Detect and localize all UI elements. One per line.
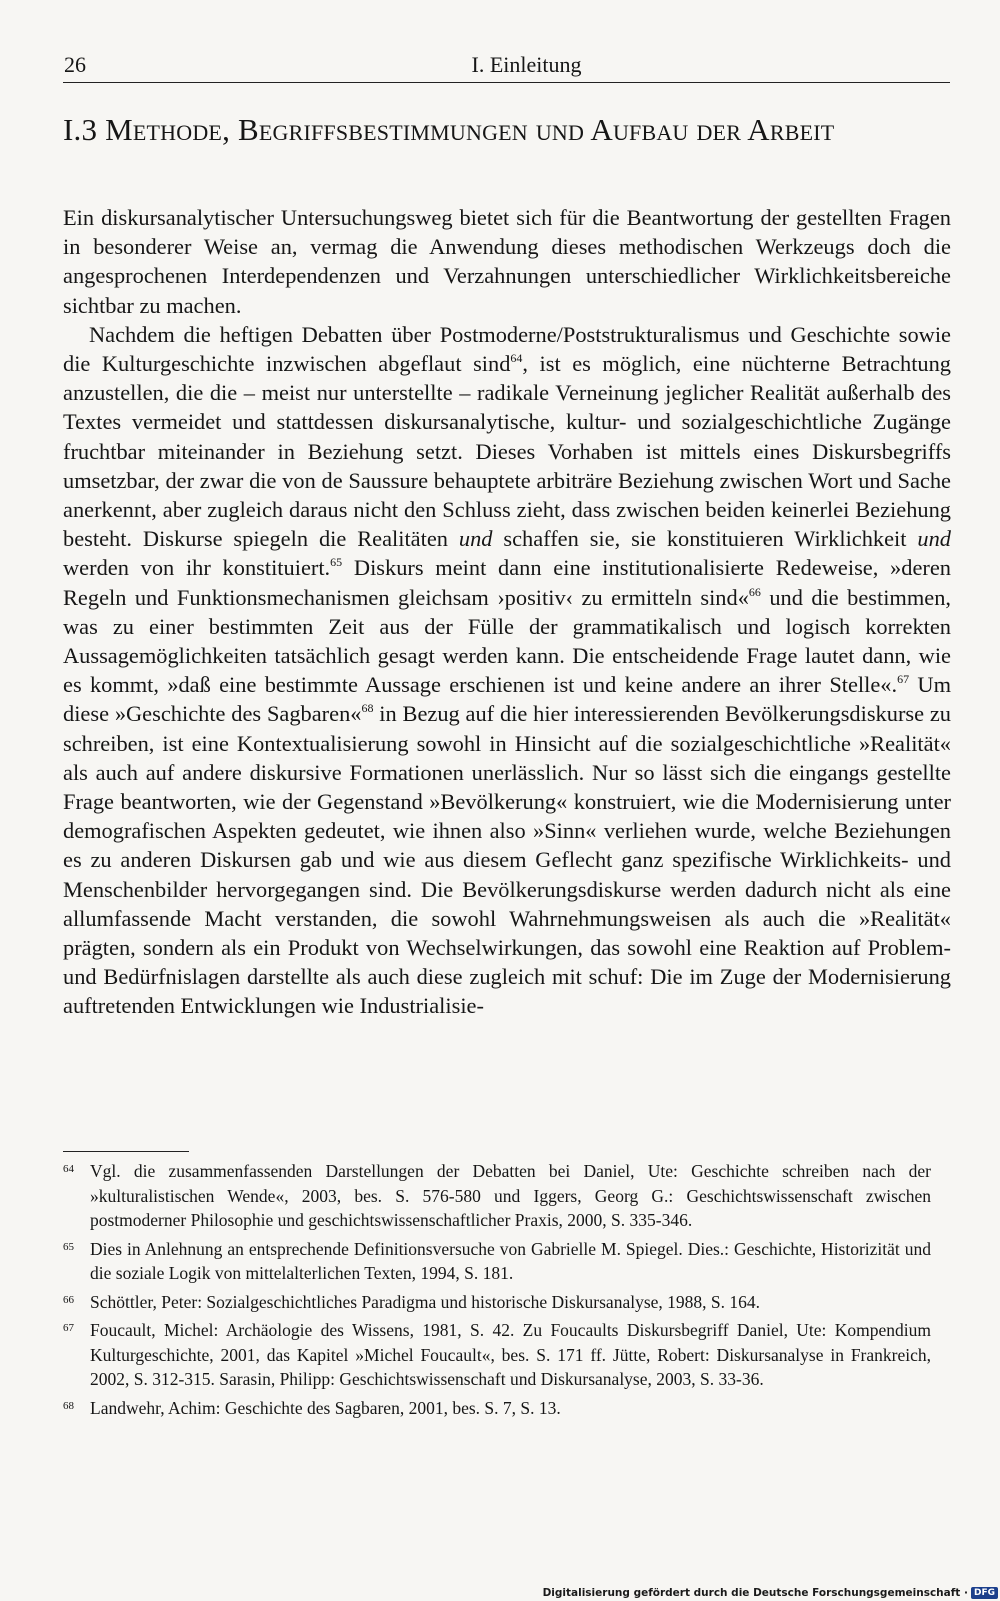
- footnote-number: 66: [63, 1293, 74, 1306]
- running-title: I. Einleitung: [471, 52, 582, 77]
- text-run: in Bezug auf die hier interessierenden Bevölkerungsdiskurse zu schreiben, ist eine Kontextualisierung sowohl in Hinsicht auf die sozialgeschichtliche »Realität« als auch auf andere diskursive Formationen unerlässlich. Nur so lässt sich die eingangs gestellte Frage beantworten, wie der Gegenstand »Bevölkerung« konstruiert, wie die Modernisierung unter demografischen Aspekten gedeutet, wie ihnen also »Sinn« verliehen wurde, welche Beziehungen es zu anderen Diskursen gab und wie aus diesem Geflecht ganz spezifische Wirklichkeits- und Menschenbilder hervorgegangen sind. Die Bevölkerungsdiskurse werden dadurch nicht als eine allumfassende Macht verstanden, die sowohl Wahrnehmungsweisen als auch die »Realität« prägten, sondern als ein Produkt von Wechselwirkungen, das sowohl eine Reaktion auf Problem- und Bedürfnislagen darstellte als auch diese zugleich mit schuf: Die im Zuge der Modernisierung auftretenden Entwicklungen wie Industrialisie-: [63, 701, 951, 1019]
- footnote-65: [63, 1237, 931, 1286]
- footnote-ref-64[interactable]: 64: [510, 351, 523, 366]
- chapter-heading: I.3 Methode, Begriffsbestimmungen und Aufbau der Arbeit: [63, 112, 835, 147]
- emphasis: und: [917, 526, 951, 552]
- text-run: Um diese »Geschichte des Sagbaren«: [63, 672, 951, 727]
- credit-text: Digitalisierung gefördert durch die Deutsche Forschungsgemeinschaft ·: [542, 1587, 968, 1599]
- footnote-text: Foucault, Michel: Archäologie des Wissens, 1981, S. 42. Zu Foucaults Diskursbegriff Daniel, Ute: Kompendium Kulturgeschichte, 2001, das Kapitel »Michel Foucault«, bes. S. 171 ff. Jütte, Robert: Diskursanalyse in Frankreich, 2002, S. 312-315. Sarasin, Philipp: Geschichtswissenschaft und Diskursanalyse, 2003, S. 33-36.: [90, 1320, 931, 1389]
- footnote-68: [63, 1396, 931, 1421]
- page-number: 26: [64, 52, 86, 77]
- dfg-logo-icon: DFG: [971, 1587, 998, 1599]
- footnote-divider: [63, 1151, 189, 1152]
- digitization-credit: [543, 1587, 998, 1599]
- footnote-text: Landwehr, Achim: Geschichte des Sagbaren, 2001, bes. S. 7, S. 13.: [90, 1397, 561, 1418]
- footnote-number: 65: [63, 1240, 74, 1253]
- footnote-ref-67[interactable]: 67: [897, 672, 910, 687]
- emphasis: und: [458, 526, 493, 552]
- footnote-ref-68[interactable]: 68: [361, 701, 374, 716]
- footnote-number: 67: [63, 1322, 74, 1334]
- text-run: , ist es möglich, eine nüchterne Betrachtung anzustellen, die die – meist nur unterstellte – radikale Verneinung jeglicher Realität außerhalb des Textes vermeidet und stattdessen diskursanalytische, kultur- und sozialgeschichtliche Zugänge fruchtbar miteinander in Beziehung setzt. Dieses Vorhaben ist mittels eines Diskursbegriffs umsetzbar, der zwar die von de Saussure behauptete arbiträre Beziehung zwischen Wort und Sache anerkennt, aber zugleich daraus nicht den Schluss zieht, dass zwischen beiden keinerlei Beziehung besteht. Diskurse spiegeln die Realitäten: [63, 351, 952, 552]
- footnote-text: Dies in Anlehnung an entsprechende Definitionsversuche von Gabrielle M. Spiegel. Dies.: Geschichte, Historizität und die soziale Logik von mittelalterlichen Texten, 1994, S. 181.: [90, 1238, 931, 1283]
- footnote-66: [63, 1290, 931, 1315]
- paragraph-2: [63, 320, 951, 1021]
- text-run: werden von ihr konstituiert.: [63, 555, 331, 581]
- text-run: schaffen sie, sie konstituieren Wirklichkeit: [492, 526, 918, 552]
- paragraph-1: Ein diskursanalytischer Untersuchungsweg bietet sich für die Beantwortung der gestellten Fragen in besonderer Weise an, vermag die Anwendung dieses methodischen Werkzeugs doch die angesprochenen Interdependenzen und Verzahnungen unterschiedlicher Wirklichkeitsbereiche sichtbar zu machen.: [63, 205, 951, 318]
- footnote-ref-66[interactable]: 66: [748, 584, 761, 599]
- footnote-text: Schöttler, Peter: Sozialgeschichtliches Paradigma und historische Diskursanalyse, 1988, S. 164.: [90, 1291, 761, 1312]
- text-run: Diskurs meint dann eine institutionalisierte Redeweise, »deren Regeln und Funktionsmechanismen gleichsam ›positiv‹ zu ermitteln sind«: [63, 555, 951, 610]
- running-head: [63, 48, 950, 83]
- footnote-text: Vgl. die zusammenfassenden Darstellungen der Debatten bei Daniel, Ute: Geschichte schreiben nach der »kulturalistischen Wende«, 2003, bes. S. 576-580 und Iggers, Georg G.: Geschichtswissenschaft zwischen postmoderner Philosophie und geschichtswissenschaftlicher Praxis, 2000, S. 335-346.: [90, 1161, 931, 1230]
- footnote-64: [63, 1159, 931, 1233]
- footnote-number: 64: [63, 1163, 74, 1175]
- footnotes: [63, 1159, 931, 1424]
- body-text: [63, 203, 951, 1021]
- footnote-67: [63, 1318, 931, 1392]
- text-run: Nachdem die heftigen Debatten über Postmoderne/Poststrukturalismus und Geschichte sowie die Kulturgeschichte inzwischen abgeflaut sind: [63, 321, 951, 377]
- footnote-ref-65[interactable]: 65: [330, 555, 343, 570]
- footnote-number: 68: [63, 1399, 74, 1412]
- text-run: und die bestimmen, was zu einer bestimmten Zeit aus der Fülle der grammatikalisch und logisch korrekten Aussagemöglichkeiten tatsächlich gesagt werden kann. Die entscheidende Frage lautet dann, wie es kommt, »daß eine bestimmte Aussage erschienen ist und keine andere an ihrer Stelle«.: [63, 584, 951, 698]
